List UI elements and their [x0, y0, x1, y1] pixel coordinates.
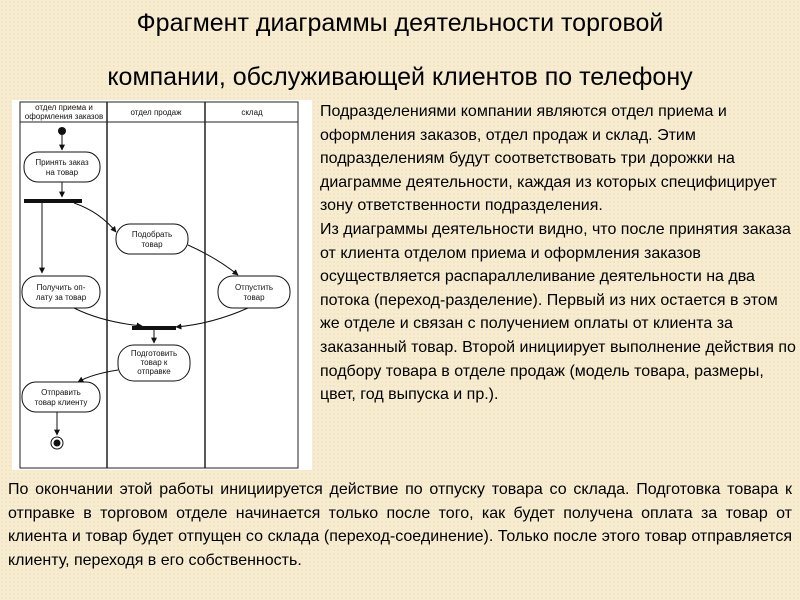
action-release-goods-label-2: товар [243, 293, 265, 302]
lane-header-sales: отдел продаж [130, 108, 182, 117]
page-title-line-1: Фрагмент диаграммы деятельности торговой [136, 9, 664, 37]
fork-bar [24, 199, 82, 203]
action-release-goods [218, 276, 290, 308]
lane-header-orders-line-2: оформления заказов [24, 112, 104, 121]
action-accept-order-label-1: Принять заказ [35, 158, 89, 167]
action-send-goods [22, 382, 100, 412]
activity-diagram [12, 100, 312, 470]
flow-arrow [74, 308, 142, 326]
flow-arrow [176, 308, 248, 327]
lane-header-orders-line-1: отдел приема и [35, 103, 93, 112]
lane-header-warehouse: склад [241, 108, 263, 117]
initial-node [58, 127, 66, 135]
action-prepare-goods-label-3: отправке [137, 367, 171, 376]
join-bar [132, 326, 176, 330]
paragraph-join: По окончании этой работы инициируется действие по отпуску товара со склада. Подготовка товара к отправке в торговом отделе начинается только после того, как будет получена оплата за товар от клиента и товар будет отпущен со склада (переход-соединение). Только после этого товар отправляется клиенту, переходя в его собственность. [8, 481, 792, 569]
page-title-line-2: компании, обслуживающей клиентов по телефону [107, 63, 693, 91]
action-prepare-goods-label-2: товар к [140, 358, 168, 367]
action-accept-order-label-2: на товар [45, 168, 79, 177]
final-node [54, 440, 61, 447]
paragraph-fork: Из диаграммы деятельности видно, что после принятия заказа от клиента отделом приема и оформления заказов осуществляется распараллеливание деятельности на два потока (переход-разделение). Первый из них остается в этом же отделе и связан с получением оплаты от клиента за заказанный товар. Второй инициирует выполнение действия по подбору товара в отделе продаж (модель товара, размеры, цвет, год выпуска и пр.). [320, 220, 796, 404]
action-prepare-goods-label-1: Подготовить [130, 349, 178, 358]
action-receive-payment-label-1: Получить оп- [36, 283, 86, 292]
action-pick-goods [116, 224, 188, 254]
action-release-goods-label-1: Отпустить [234, 283, 274, 292]
flow-arrow [188, 245, 238, 275]
action-send-goods-label-1: Отправить [41, 388, 81, 397]
description-right [320, 100, 796, 407]
flow-arrow [74, 203, 116, 232]
action-receive-payment [22, 276, 100, 308]
action-accept-order [24, 152, 100, 182]
action-pick-goods-label-1: Подобрать [131, 230, 173, 239]
action-pick-goods-label-2: товар [141, 240, 163, 249]
action-send-goods-label-2: товар клиенту [34, 398, 88, 407]
action-receive-payment-label-2: лату за товар [35, 293, 87, 302]
paragraph-departments: Подразделениями компании являются отдел приема и оформления заказов, отдел продаж и склад. Этим подразделениям будут соответствовать три дорожки на диаграмме деятельности, каждая из которых специфицирует зону ответственности подразделения. [320, 103, 777, 215]
flow-arrow [78, 370, 118, 382]
